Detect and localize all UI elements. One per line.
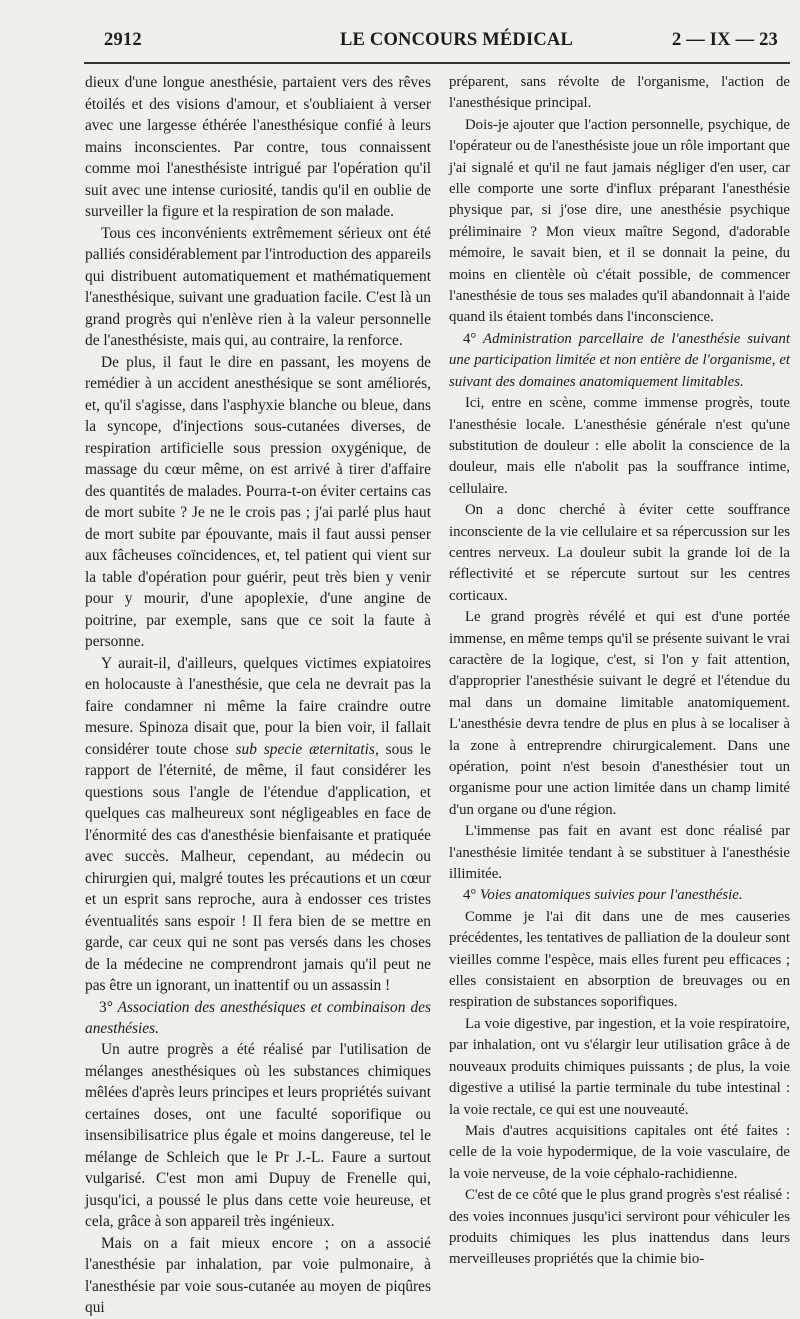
latin-phrase: sub specie æternitatis: [235, 740, 375, 758]
paragraph: La voie digestive, par ingestion, et la voie respiratoire, par inhalation, ont vu s'élargir leur utilisation grâce à de nouveaux produits chimiques puissants ; de plus, la voie digestive a utilisé la partie terminale du tube intestinal : la voie rectale, ce qui est une nouveauté.: [449, 1015, 790, 1118]
issue-date: 2 — IX — 23: [671, 30, 778, 50]
paragraph: C'est de ce côté que le plus grand progrès s'est réalisé : des voies inconnues jusqu'ici serviront pour véhiculer les produits chimiques les plus inattendus dans leurs merveilleuses propriétés que la chimie bio-: [449, 1187, 790, 1268]
paragraph-text: , sous le rapport de l'éternité, de même, il faut considérer les questions sous l'angle de l'étendue d'application, et quelques cas malheureux sont négligeables en face de l'énormité des cas d'anesthésie bienfaisante et pratiquée avec succès. Malheur, cependant, au médecin ou chirurgien qui, malgré toutes les précautions et un cœur et un esprit sans reproche, aura à endosser ces tristes éventualités sans espoir ! Il fera bien de se mettre en garde, car ceux qui ne sont pas versés dans les choses de la médecine ne comprendront jamais qu'il peut ne pas être un ignorant, un inattentif ou un assassin !: [85, 740, 431, 994]
paragraph: dieux d'une longue anesthésie, partaient vers des rêves étoilés et des visions d'amour, et s'oubliaient à verser avec une largesse éthérée l'anesthésique confié à leurs mains inconscientes. Par contre, tous connaissent comme moi l'anesthésiste intrigué par l'opération qu'il suit avec une intense curiosité, tandis qu'il en oublie de surveiller la figure et la respiration de son malade.: [85, 74, 431, 220]
paragraph: Le grand progrès révélé et qui est d'une portée immense, en même temps qu'il se présente suivant le vrai caractère de la logique, c'est, si l'on y fait attention, d'approprier l'anesthésie suivant le degré et l'étendue du mal dans un domaine limitable anatomiquement. L'anesthésie devra tendre de plus en plus à se localiser à la zone à entreprendre chirurgicalement. Dans une opération, point n'est besoin d'anesthésier tout un organisme pour une action limitée dans un champ limité d'un organe ou d'une région.: [449, 609, 790, 818]
section-number: 3°: [99, 998, 113, 1016]
left-column: [85, 72, 431, 1317]
paragraph: Ici, entre en scène, comme immense progrès, toute l'anesthésie locale. L'anesthésie générale n'est qu'une substitution de douleur : elle abolit la conscience de la douleur, mais elle n'abolit pas la souffrance intime, cellulaire.: [449, 395, 790, 497]
paragraph: Mais on a fait mieux encore ; on a associé l'anesthésie par inhalation, par voie pulmonaire, à l'anesthésie par voie sous-cutanée au moyen de piqûres qui: [85, 1234, 431, 1317]
header-rule: [84, 62, 790, 64]
paragraph: Tous ces inconvénients extrêmement sérieux ont été palliés considérablement par l'introduction des appareils qui distribuent automatiquement et mathématiquement l'anesthésique, suivant une graduation facile. C'est là un grand progrès qui n'enlève rien à la valeur personnelle de l'anesthésiste, mais qui, au contraire, la renforce.: [85, 224, 431, 349]
paragraph: L'immense pas fait en avant est donc réalisé par l'anesthésie limitée tendant à se substituer à l'anesthésie illimitée.: [449, 823, 790, 883]
section-heading: [449, 329, 790, 393]
running-header: [104, 30, 778, 60]
paragraph: Comme je l'ai dit dans une de mes causeries précédentes, les tentatives de palliation de la douleur sont vieilles comme l'espèce, mais elles furent peu efficaces ; elles consistaient en absorption de breuvages ou en respiration de substances soporifiques.: [449, 908, 790, 1011]
right-column: [449, 72, 791, 1268]
paragraph-text: Y aurait-il, d'ailleurs, quelques victimes expiatoires en holocauste à l'anesthésie, que cela ne devrait pas la faire condamner ni même la faire craindre outre mesure. Spinoza disait que, pour la bien voir, il fallait considérer toute chose: [85, 654, 431, 758]
paragraph: [85, 653, 431, 997]
section-number: 4°: [463, 330, 477, 347]
page-number: 2912: [104, 30, 142, 50]
section-heading: [85, 997, 431, 1040]
section-heading: [449, 885, 790, 906]
section-title: Administration parcellaire de l'anesthésie suivant une participation limitée et non entière de l'organisme, et suivant des domaines anatomiquement limitables.: [449, 330, 791, 390]
paragraph: De plus, il faut le dire en passant, les moyens de remédier à un accident anesthésique se sont améliorés, et, qu'il s'agisse, dans l'asphyxie blanche ou bleue, dans la syncope, d'injections sous-cutanées diverses, de respiration artificielle sous pression oxygénique, de massage du cœur même, on est arrivé à tirer d'affaire des quantités de malades. Pourra-t-on éviter certains cas de mort subite ? Je ne le crois pas ; j'ai parlé plus haut de mort subite par épouvante, mais il faut aussi penser aux fâcheuses coïncidences, et, tel patient qui vient sur la table d'opération pour guérir, peut très bien y venir pour y mourir, d'une apoplexie, d'une angine de poitrine, par exemple, sans que ce soit la faute à personne.: [85, 353, 431, 650]
paragraph: Mais d'autres acquisitions capitales ont été faites : celle de la voie hypodermique, de la voie vasculaire, de la voie nerveuse, de la voie céphalo-rachidienne.: [449, 1122, 790, 1182]
section-number: 4°: [463, 887, 477, 904]
paragraph: préparent, sans révolte de l'organisme, l'action de l'anesthésique principal.: [449, 74, 790, 112]
paragraph: On a donc cherché à éviter cette souffrance inconsciente de la vie cellulaire et sa répercussion sur les centres nerveux. La douleur subit la grande loi de la réflectivité et se répercute surtout sur les centres corticaux.: [449, 502, 790, 604]
paragraph: Un autre progrès a été réalisé par l'utilisation de mélanges anesthésiques où les substances chimiques mêlées d'après leurs principes et leurs propriétés suivant certaines doses, ont une faculté soporifique ou insensibilisatrice plus égale et moins dangereuse, tel le mélange de Schleich que le Pr J.-L. Faure a surtout vulgarisé. C'est mon ami Dupuy de Frenelle qui, jusqu'ici, a poussé le plus dans cette voie heureuse, et cela, grâce à son appareil très ingénieux.: [85, 1041, 431, 1231]
section-title: Voies anatomiques suivies pour l'anesthésie.: [480, 887, 743, 904]
journal-title: LE CONCOURS MÉDICAL: [340, 30, 574, 50]
section-title: Association des anesthésiques et combinaison des anesthésies.: [85, 998, 431, 1037]
paragraph: Dois-je ajouter que l'action personnelle, psychique, de l'opérateur ou de l'anesthésiste joue un rôle important que j'ai signalé et qu'il ne faut jamais négliger d'en user, car elle comporte une sorte d'influx préparant l'anesthésie physique par, si j'ose dire, une anesthésie psychique préliminaire ? Mon vieux maître Segond, d'adorable mémoire, le savait bien, et il se donnait la peine, du moins en clientèle où c'était possible, de commencer l'anesthésie de tous ses malades qu'il abandonnait à l'aide quand ils étaient tombés dans l'inconscience.: [449, 116, 790, 326]
